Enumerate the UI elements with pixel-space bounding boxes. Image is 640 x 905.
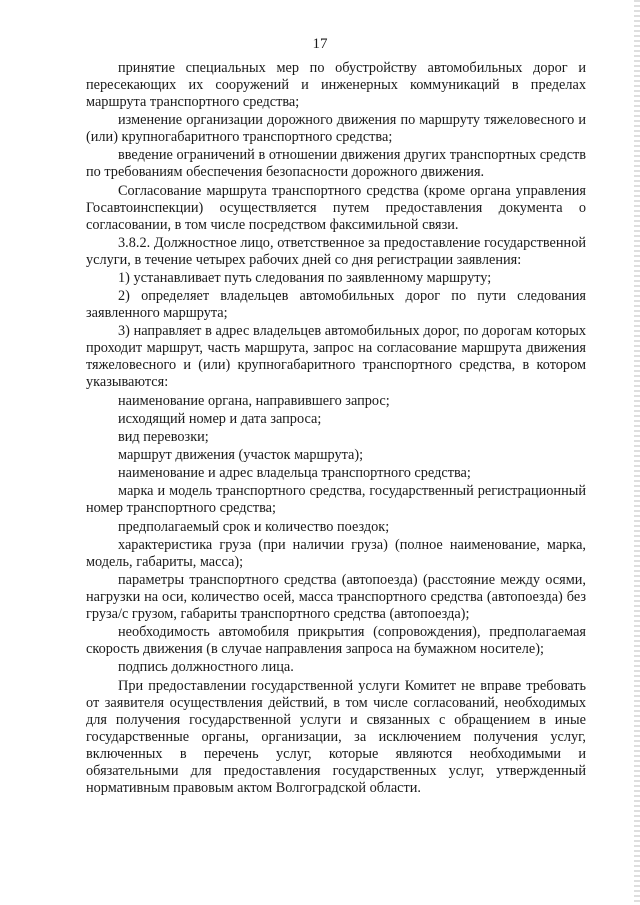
- document-body: [86, 60, 586, 798]
- list-item: 2) определяет владельцев автомобильных дорог по пути следования заявленного маршрута;: [86, 288, 586, 322]
- paragraph: 3.8.2. Должностное лицо, ответственное за предоставление государственной услуги, в течение четырех рабочих дней со дня регистрации заявления:: [86, 234, 586, 268]
- list-item: наименование органа, направившего запрос;: [118, 392, 390, 409]
- paragraph: Согласование маршрута транспортного средства (кроме органа управления Госавтоинспекции) осуществляется путем предоставления документа о согласовании, в том числе посредством факсимильной связи.: [86, 182, 586, 233]
- paragraph: При предоставлении государственной услуги Комитет не вправе требовать от заявителя осуществления действий, в том числе согласований, необходимых для получения государственной услуги и связанных с обращением в иные государственные органы, организации, за исключением получения услуг, включенных в перечень услуг, которые являются необходимыми и обязательными для предоставления государственных услуг, утвержденный нормативным правовым актом Волгоградской области.: [86, 677, 586, 796]
- scan-edge-strip: [634, 0, 640, 905]
- list-item: 1) устанавливает путь следования по заявленному маршруту;: [118, 269, 492, 286]
- list-item: предполагаемый срок и количество поездок;: [118, 518, 390, 535]
- list-item: марка и модель транспортного средства, государственный регистрационный номер транспортного средства;: [86, 483, 586, 517]
- list-item: 3) направляет в адрес владельцев автомобильных дорог, по дорогам которых проходит маршрут, часть маршрута, запрос на согласование маршрута движения тяжеловесного и (или) крупногабаритного транспортного средства, в котором указываются:: [86, 323, 586, 391]
- list-item: маршрут движения (участок маршрута);: [118, 447, 364, 464]
- paragraph: принятие специальных мер по обустройству автомобильных дорог и пересекающих их сооружений и инженерных коммуникаций в пределах маршрута транспортного средства;: [86, 60, 586, 110]
- list-item: характеристика груза (при наличии груза) (полное наименование, марка, модель, габариты, масса);: [86, 536, 586, 570]
- page-number: 17: [312, 36, 328, 52]
- paragraph: введение ограничений в отношении движения других транспортных средств по требованиям обеспечения безопасности дорожного движения.: [86, 147, 586, 181]
- paragraph: изменение организации дорожного движения по маршруту тяжеловесного и (или) крупногабаритного транспортного средства;: [86, 112, 586, 146]
- list-item: вид перевозки;: [118, 428, 209, 445]
- list-item: параметры транспортного средства (автопоезда) (расстояние между осями, нагрузки на оси, количество осей, масса транспортного средства (автопоезда) без груза/с грузом, габариты транспортного средства (автопоезда);: [86, 572, 586, 622]
- list-item: наименование и адрес владельца транспортного средства;: [118, 465, 471, 482]
- list-item: исходящий номер и дата запроса;: [118, 410, 322, 427]
- list-item: необходимость автомобиля прикрытия (сопровождения), предполагаемая скорость движения (в случае направления запроса на бумажном носителе);: [86, 624, 586, 658]
- list-item: подпись должностного лица.: [118, 659, 294, 676]
